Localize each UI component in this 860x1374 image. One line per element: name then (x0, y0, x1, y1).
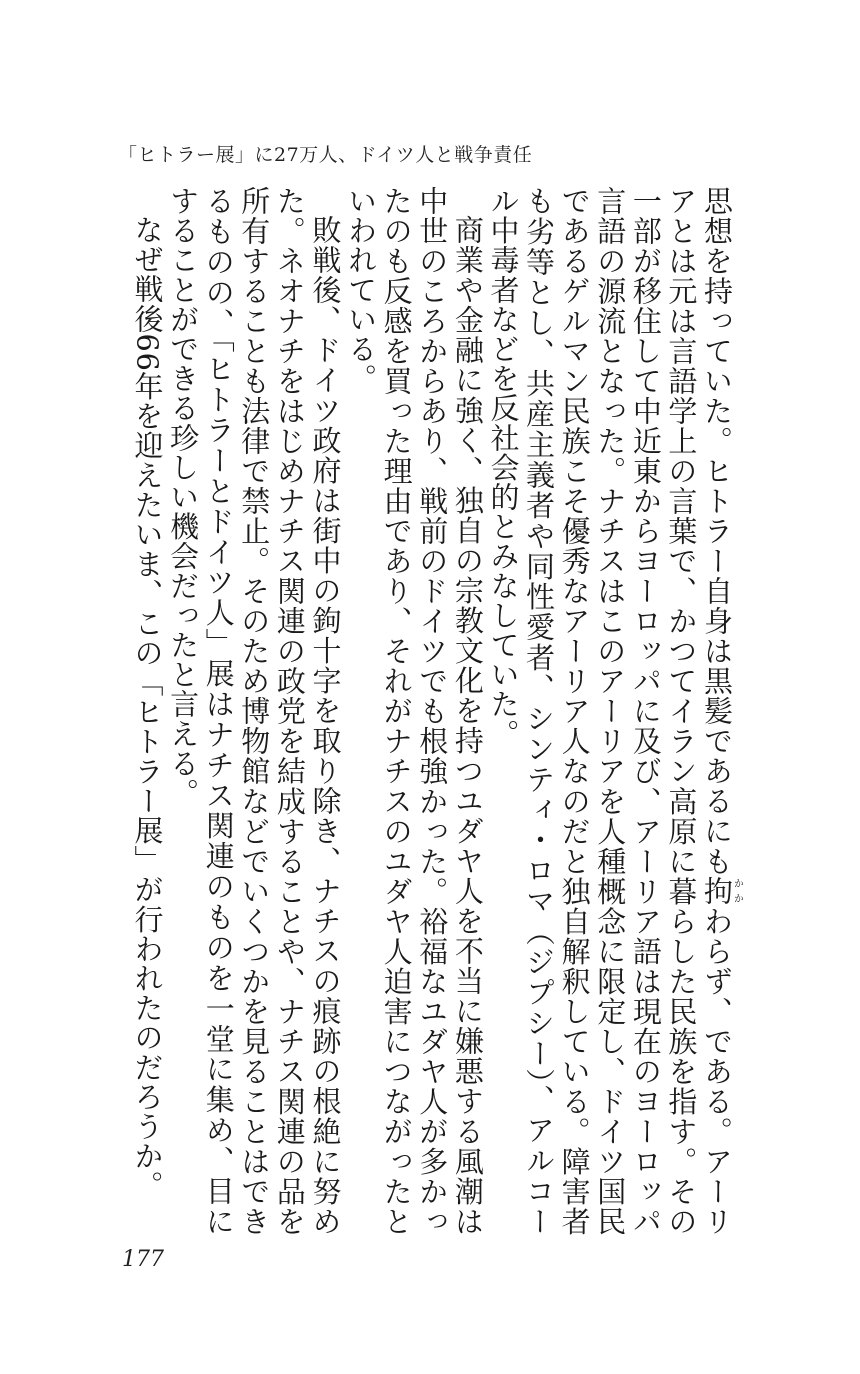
ruby-annotation (700, 876, 743, 907)
running-header: 「ヒトラー展」に27万人、ドイツ人と戦争責任 (118, 144, 533, 166)
paragraph-1-text-rest: わらず、である。アーリアとは元は言語学上の言葉で、かつてイラン高原に暮らした民族を指す。その一部が移住して中近東からヨーロッパに及び、アーリア語は現在のヨーロッパ言語の源流となった。ナチスはこのアーリアを人種概念に限定し、ドイツ国民であるゲルマン民族こそ優秀なアーリア人なのだと独自解釈している。障害者も劣等とし、共産主義者や同性愛者、シンティ・ロマ（ジプシー）、アルコール中毒者などを反社会的とみなしていた。 (486, 186, 734, 1236)
ruby-base-char: 拘 (700, 876, 734, 907)
paragraph-2: 商業や金融に強く、独自の宗教文化を持つユダヤ人を不当に嫌悪する風潮は中世のころからあり、戦前のドイツでも根強かった。裕福なユダヤ人が多かったのも反感を買った理由であり、それがナチスのユダヤ人迫害につながったといわれている。 (344, 186, 485, 1236)
paragraph-3: 敗戦後、ドイツ政府は街中の鉤十字を取り除き、ナチスの痕跡の根絶に努めた。ネオナチをはじめナチス関連の政党を結成することや、ナチス関連の品を所有することも法律で禁止。そのため博物館などでいくつかを見ることはできるものの、「ヒトラーとドイツ人」展はナチス関連のものを一堂に集め、目にすることができる珍しい機会だったと言える。 (166, 186, 343, 1236)
paragraph-1 (485, 186, 742, 1236)
paragraph-1-text-start: 思想を持っていた。ヒトラー自身は黒髪であるにも (700, 186, 734, 877)
paragraph-4: なぜ戦後66年を迎えたいま、この「ヒトラー展」が行われたのだろうか。 (130, 215, 165, 1201)
page-number: 177 (122, 1247, 164, 1272)
ruby-reading: かか (731, 876, 743, 906)
body-text (90, 186, 742, 1236)
